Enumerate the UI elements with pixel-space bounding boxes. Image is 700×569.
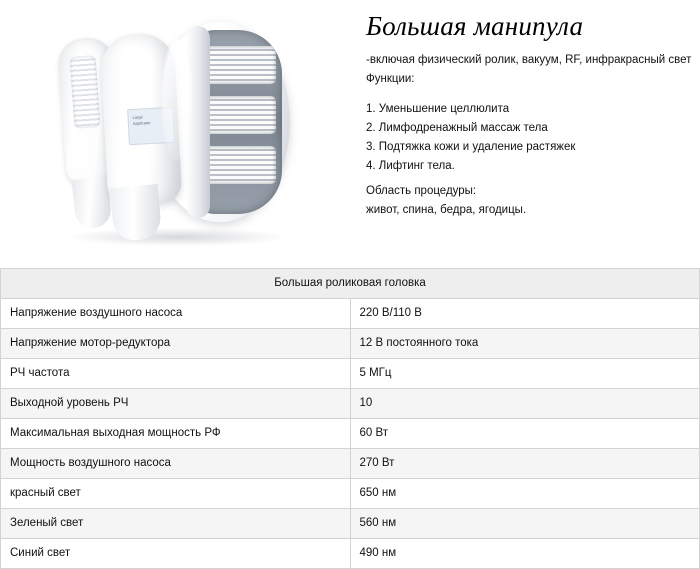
table-row: [1, 449, 700, 479]
spec-value: 220 В/110 В: [350, 299, 700, 329]
table-row: [1, 329, 700, 359]
treatment-area-value: живот, спина, бедра, ягодицы.: [366, 204, 527, 216]
spec-table-title: Большая роликовая головка: [1, 269, 700, 299]
spec-value: 10: [350, 389, 700, 419]
spec-table: [0, 268, 700, 569]
table-row: [1, 389, 700, 419]
functions-list: [366, 100, 692, 176]
spec-value: 5 МГц: [350, 359, 700, 389]
rear-handle-tail: [71, 176, 112, 229]
table-row: [1, 479, 700, 509]
product-lede: -включая физический ролик, вакуум, RF, инфракрасный свет: [366, 54, 692, 66]
spec-name: Напряжение воздушного насоса: [1, 299, 351, 329]
spec-name: Выходной уровень РЧ: [1, 389, 351, 419]
table-row: [1, 299, 700, 329]
device-illustration: [0, 0, 360, 268]
table-row: [1, 509, 700, 539]
spec-value: 12 В постоянного тока: [350, 329, 700, 359]
highlight-gloss: [162, 40, 192, 160]
spec-value: 560 нм: [350, 509, 700, 539]
product-hero: [0, 0, 700, 268]
spec-value: 60 Вт: [350, 419, 700, 449]
list-item: 2. Лимфодренажный массаж тела: [366, 122, 548, 134]
table-row: [1, 419, 700, 449]
spec-name: красный свет: [1, 479, 351, 509]
spec-name: Напряжение мотор-редуктора: [1, 329, 351, 359]
page-title: Большая манипула: [366, 11, 584, 41]
list-item: 1. Уменьшение целлюлита: [366, 103, 510, 115]
roller-bar: [202, 146, 276, 184]
spec-value: 490 нм: [350, 539, 700, 569]
spec-name: РЧ частота: [1, 359, 351, 389]
table-row: [1, 359, 700, 389]
list-item: 4. Лифтинг тела.: [366, 160, 455, 172]
treatment-area-label: Область процедуры:: [366, 185, 477, 197]
table-row: [1, 539, 700, 569]
spec-name: Зеленый свет: [1, 509, 351, 539]
spec-name: Мощность воздушного насоса: [1, 449, 351, 479]
spec-table-wrapper: [0, 268, 700, 569]
roller-bar: [202, 46, 276, 84]
spec-value: 270 Вт: [350, 449, 700, 479]
spec-name: Максимальная выходная мощность РФ: [1, 419, 351, 449]
list-item: 3. Подтяжка кожи и удаление растяжек: [366, 141, 576, 153]
spec-name: Синий свет: [1, 539, 351, 569]
rear-handle-vent: [70, 55, 101, 129]
drop-shadow: [70, 228, 285, 246]
table-header-row: [1, 269, 700, 299]
product-label-line-2: Applicator: [132, 120, 151, 126]
product-image: [0, 0, 360, 268]
functions-label: Функции:: [366, 73, 415, 85]
product-description: [360, 0, 700, 268]
spec-value: 650 нм: [350, 479, 700, 509]
product-label-line-1: Large: [132, 114, 143, 120]
roller-bar: [202, 96, 276, 134]
